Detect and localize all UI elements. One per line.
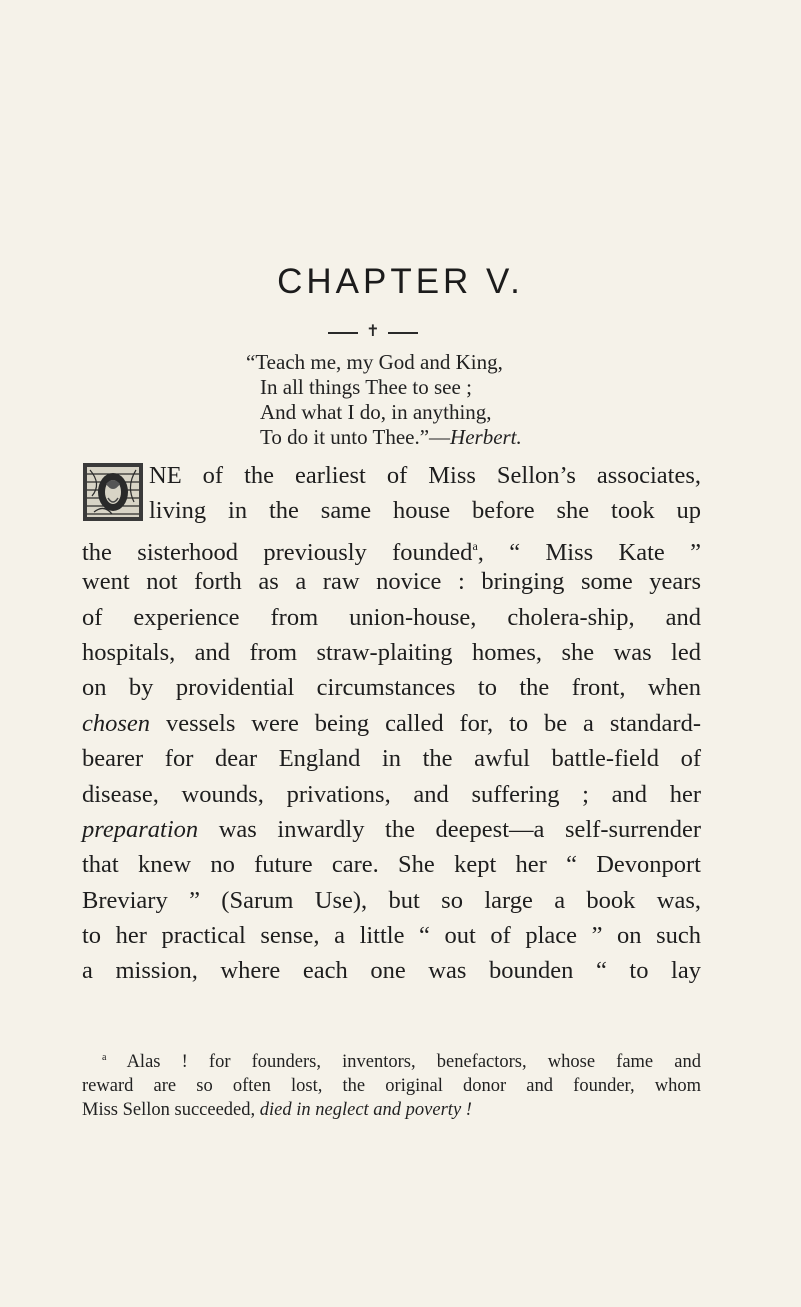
footnote-ref-a: a xyxy=(472,538,478,553)
epigraph-line-4 xyxy=(246,425,746,450)
body-line-7: on by providential circumstances to the front, when xyxy=(82,674,701,702)
body-line-10: disease, wounds, privations, and suffering ; and her xyxy=(82,780,701,808)
epigraph-attribution: Herbert. xyxy=(450,425,522,449)
cross-mark: ✝ xyxy=(366,321,380,340)
body-line-11-rest: was inwardly the deepest—a self-surrender xyxy=(198,815,701,843)
body-line-11-em: preparation xyxy=(82,815,199,843)
body-line-15: a mission, where each one was bounden “ to lay xyxy=(82,957,701,985)
footnote-line-1 xyxy=(102,1046,701,1074)
epigraph-line-3: And what I do, in anything, xyxy=(260,400,492,424)
body-line-13: Breviary ” (Sarum Use), but so large a book was, xyxy=(82,886,701,914)
body-line-3-a: the sisterhood previously founded xyxy=(82,538,473,566)
body-line-4: went not forth as a raw novice : bringing some years xyxy=(82,568,701,596)
body-line-3-b: , “ Miss Kate ” xyxy=(477,538,701,566)
body-text xyxy=(82,458,701,989)
body-line-3 xyxy=(82,529,701,564)
footnote-line-3 xyxy=(82,1098,701,1122)
body-line-9: bearer for dear England in the awful battle-field of xyxy=(82,745,701,773)
footnote-line-3-a: Miss Sellon succeeded, xyxy=(82,1100,260,1120)
body-line-1: NE of the earliest of Miss Sellon’s associates, xyxy=(149,462,701,489)
epigraph xyxy=(246,350,746,450)
body-line-6: hospitals, and from straw-plaiting homes, she was led xyxy=(82,638,701,666)
body-line-8-rest: vessels were being called for, to be a standard- xyxy=(150,709,701,737)
footnote-line-3-em: died in neglect and poverty ! xyxy=(259,1100,472,1120)
ornament-rule-left xyxy=(328,332,358,334)
epigraph-line-1: “Teach me, my God and King, xyxy=(246,350,503,374)
footnote-marker: a xyxy=(102,1052,107,1063)
ornament-rule-right xyxy=(388,332,418,334)
cross-ornament-icon xyxy=(328,323,418,339)
chapter-title: CHAPTER V. xyxy=(277,262,524,301)
body-line-14: to her practical sense, a little “ out of place ” on such xyxy=(82,922,701,950)
footnote-line-2: reward are so often lost, the original donor and founder, whom xyxy=(82,1076,701,1096)
footnote-line-1-text: Alas ! for founders, inventors, benefactors, whose fame and xyxy=(106,1052,701,1072)
epigraph-line-4-text: To do it unto Thee.”— xyxy=(260,425,451,449)
body-line-8 xyxy=(82,706,701,741)
epigraph-line-2: In all things Thee to see ; xyxy=(260,375,472,399)
body-line-11 xyxy=(82,812,701,847)
body-line-2: living in the same house before she took up xyxy=(149,497,701,525)
body-line-12: that knew no future care. She kept her “ Devonport xyxy=(82,851,701,879)
body-line-5: of experience from union-house, cholera-ship, and xyxy=(82,603,701,631)
footnote xyxy=(82,1046,701,1122)
body-line-8-em: chosen xyxy=(82,709,151,737)
